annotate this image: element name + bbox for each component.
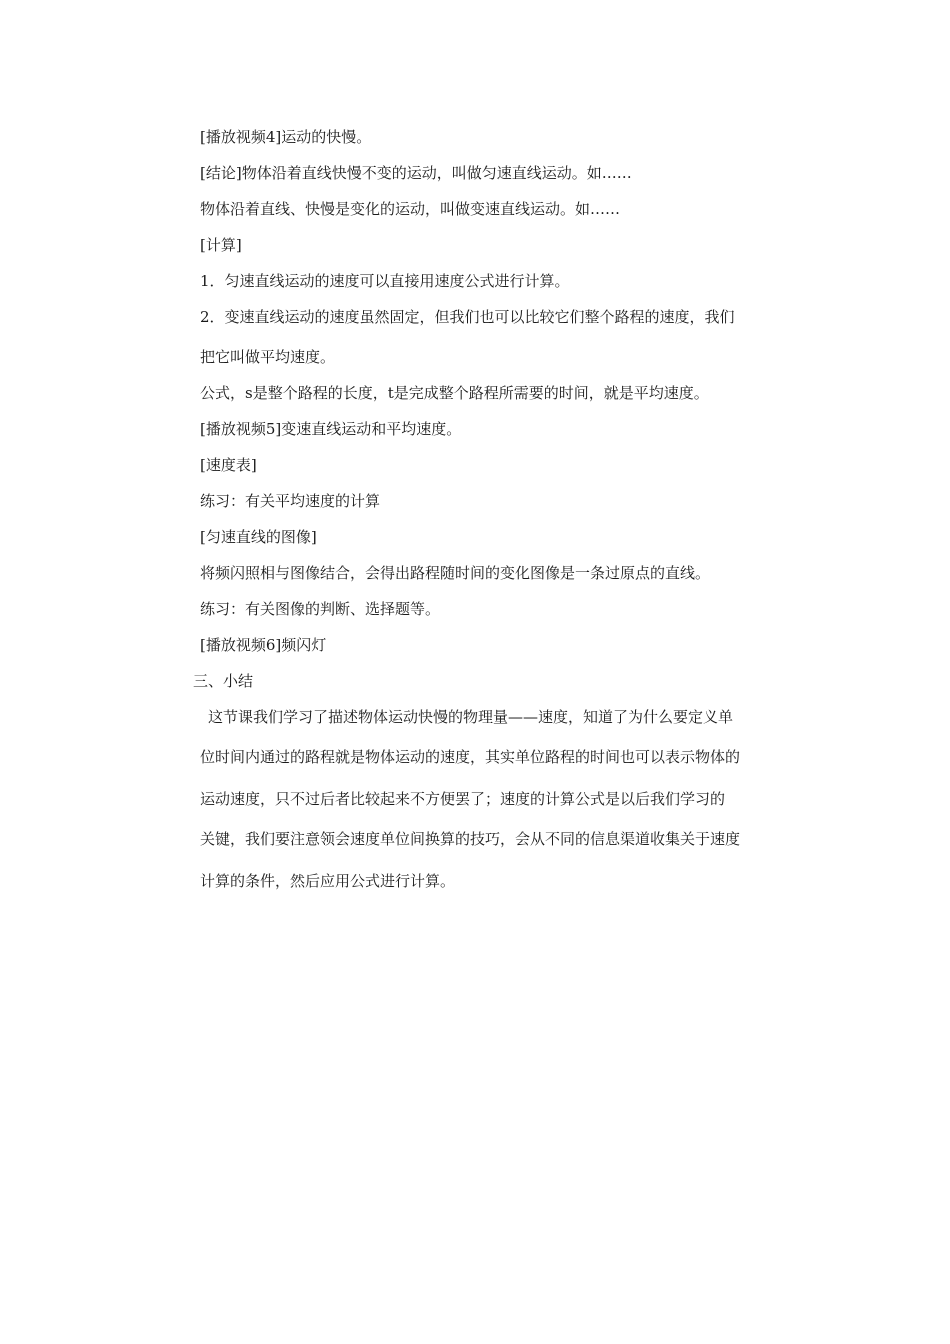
summary-line: 这节课我们学习了描述物体运动快慢的物理量——速度，知道了为什么要定义单 (208, 708, 734, 726)
text-line: 练习：有关图像的判断、选择题等。 (200, 600, 441, 618)
text-line: [结论]物体沿着直线快慢不变的运动，叫做匀速直线运动。如…… (200, 164, 632, 182)
section-heading: 三、小结 (193, 672, 254, 690)
text-line: 1．匀速直线运动的速度可以直接用速度公式进行计算。 (200, 272, 570, 290)
text-line: 公式，s是整个路程的长度，t是完成整个路程所需要的时间，就是平均速度。 (200, 384, 709, 402)
text-line: 把它叫做平均速度。 (200, 348, 336, 366)
summary-line: 关键，我们要注意领会速度单位间换算的技巧，会从不同的信息渠道收集关于速度 (200, 830, 741, 848)
text-line: [计算] (200, 236, 242, 254)
summary-line: 运动速度，只不过后者比较起来不方便罢了；速度的计算公式是以后我们学习的 (200, 790, 726, 808)
text-line: [播放视频5]变速直线运动和平均速度。 (200, 420, 462, 438)
text-line: 练习：有关平均速度的计算 (200, 492, 381, 510)
summary-line: 计算的条件，然后应用公式进行计算。 (200, 872, 456, 890)
text-line: 2．变速直线运动的速度虽然固定，但我们也可以比较它们整个路程的速度，我们 (200, 308, 735, 326)
summary-line: 位时间内通过的路程就是物体运动的速度，其实单位路程的时间也可以表示物体的 (200, 748, 741, 766)
text-line: 物体沿着直线、快慢是变化的运动，叫做变速直线运动。如…… (200, 200, 621, 218)
text-line: [播放视频6]频闪灯 (200, 636, 327, 654)
text-line: 将频闪照相与图像结合，会得出路程随时间的变化图像是一条过原点的直线。 (200, 564, 711, 582)
text-line: [速度表] (200, 456, 257, 474)
text-line: [播放视频4]运动的快慢。 (200, 128, 372, 146)
text-line: [匀速直线的图像] (200, 528, 317, 546)
